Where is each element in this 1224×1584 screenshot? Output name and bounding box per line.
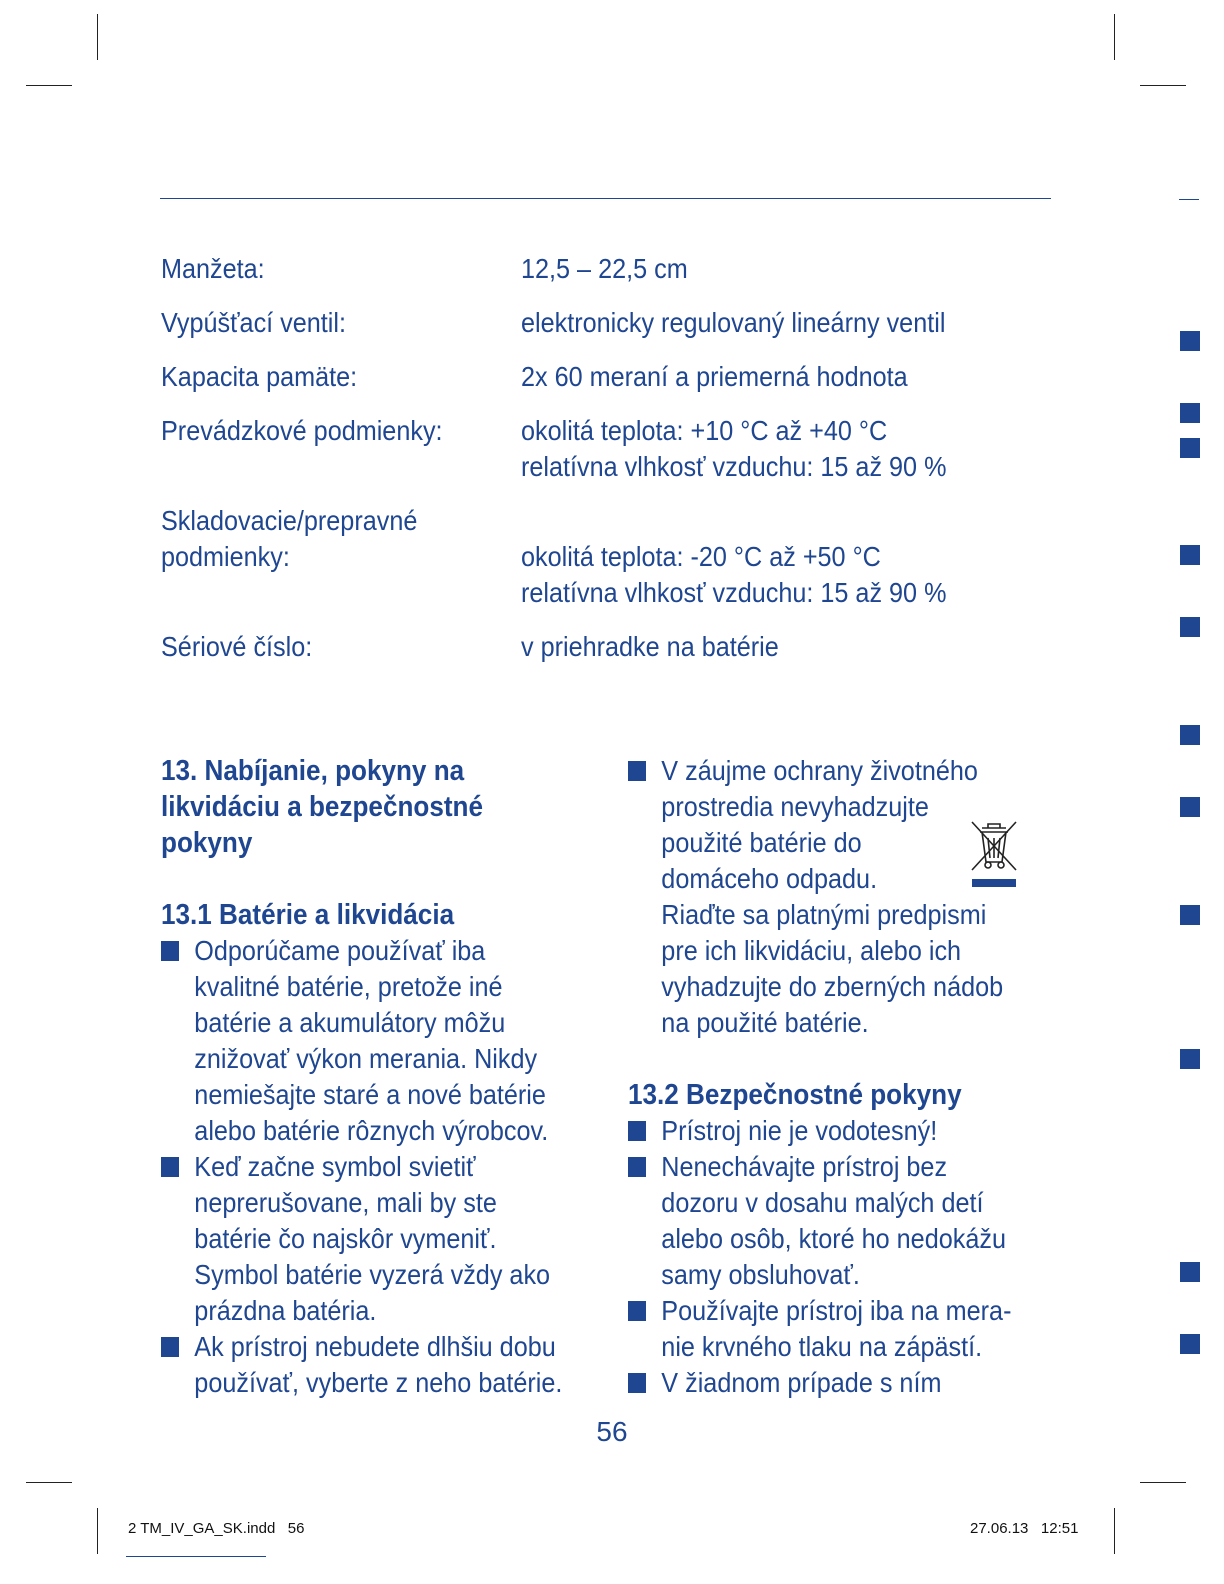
footer-date: 27.06.13 12:51 [970,1520,1079,1537]
bullet-square-icon [628,1121,646,1141]
header-rule [160,198,1051,199]
crop-mark [26,85,72,86]
page-number: 56 [596,1416,628,1447]
crop-mark [1114,1508,1115,1554]
left-column [161,753,656,1401]
thumb-index-marker [1180,905,1200,925]
list-item: Keď začne symbol svietiť neprerušovane, mali by ste batérie čo najskôr vymeniť. Symbol batérie vyzerá vždy ako prázdna batéria. [161,1149,607,1329]
spec-value: 2x 60 meraní a priemerná hodnota [521,361,908,392]
spec-label: Skladovacie/prepravné podmienky: [161,505,418,572]
thumb-index-marker [1180,725,1200,745]
crop-mark [97,1508,98,1554]
bullet-square-icon [161,941,179,961]
spec-value: elektronicky regulovaný lineárny ventil [521,307,946,338]
spec-label: Vypúšťací ventil: [161,307,347,338]
crop-mark [26,1482,72,1483]
spec-value: 12,5 – 22,5 cm [521,253,688,284]
spec-label: Sériové číslo: [161,631,313,662]
thumb-index-marker [1180,1049,1200,1069]
list-item: Nenechávajte prístroj bez dozoru v dosahu malých detí alebo osôb, ktoré ho nedokážu samy obsluhovať. [628,1149,1074,1293]
bullet-square-icon [628,1157,646,1177]
crop-mark [1140,85,1186,86]
list-item: Ak prístroj nebudete dlhšiu dobu používať, vyberte z neho batérie. [161,1329,607,1401]
thumb-index-marker [1180,1262,1200,1282]
section-title: 13. Nabíjanie, pokyny na likvidáciu a bezpečnostné pokyny [161,755,484,859]
spec-value: v priehradke na batérie [521,631,779,662]
crop-mark [1140,1482,1186,1483]
side-tick [1179,199,1199,200]
right-column [628,753,1123,1401]
thumb-index-marker [1180,331,1200,351]
bullet-square-icon [628,761,646,781]
list-item: Používajte prístroj iba na mera- nie krvného tlaku na zápästí. [628,1293,1074,1365]
list-item: V záujme ochrany životného prostredia nevyhadzujte použité batérie do domáceho odpadu. Riaďte sa platnými predpismi pre ich likvidáciu, alebo ich vyhadzujte do zberných nádob na použité batérie. [628,753,1074,1041]
thumb-index-marker [1180,797,1200,817]
list-item: Prístroj nie je vodotesný! [628,1113,1074,1149]
thumb-index-marker [1180,1334,1200,1354]
footer-file-name: 2 TM_IV_GA_SK.indd 56 [128,1520,305,1537]
list-item: Odporúčame používať iba kvalitné batérie, pretože iné batérie a akumulátory môžu znižovať výkon merania. Nikdy nemiešajte staré a nové batérie alebo batérie rôznych výrobcov. [161,933,607,1149]
spec-value: okolitá teplota: +10 °C až +40 °C relatívna vlhkosť vzduchu: 15 až 90 % [521,415,947,482]
list-item: V žiadnom prípade s ním [628,1365,1074,1401]
spec-label: Prevádzkové podmienky: [161,415,443,446]
bullet-square-icon [628,1373,646,1393]
subsection-title-safety: 13.2 Bezpečnostné pokyny [628,1079,962,1111]
spec-label: Kapacita pamäte: [161,361,358,392]
bullet-square-icon [161,1157,179,1177]
footer-underline [126,1556,266,1557]
thumb-index-marker [1180,438,1200,458]
bullet-square-icon [628,1301,646,1321]
crop-mark [97,14,98,60]
spec-value: okolitá teplota: -20 °C až +50 °C relatívna vlhkosť vzduchu: 15 až 90 % [521,541,947,608]
crop-mark [1114,14,1115,60]
thumb-index-marker [1180,403,1200,423]
subsection-title-batteries: 13.1 Batérie a likvidácia [161,899,455,931]
crossed-out-wheelie-bin-icon [968,818,1020,890]
bullet-square-icon [161,1337,179,1357]
thumb-index-marker [1180,545,1200,565]
spec-label: Manžeta: [161,253,265,284]
thumb-index-marker [1180,617,1200,637]
